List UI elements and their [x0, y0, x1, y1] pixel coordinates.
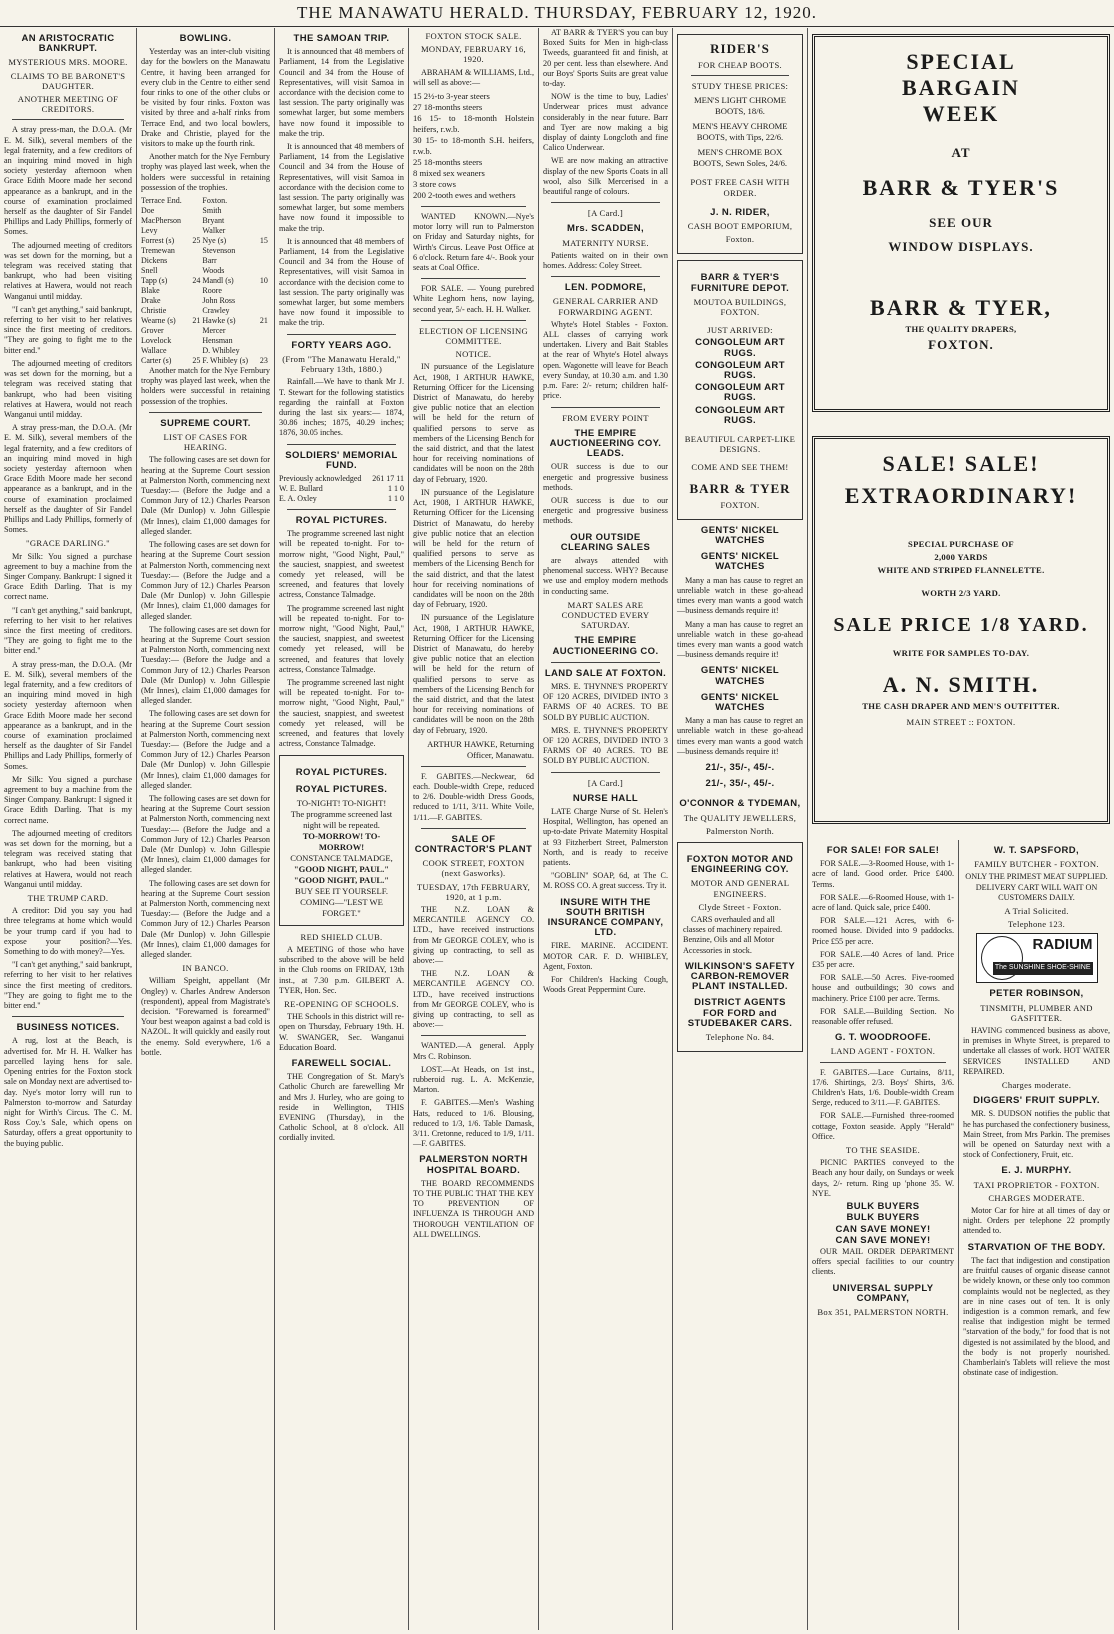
article-para: It is announced that 48 members of Parliament, 14 from the Legislative Council and 34 from the House of Representatives, will visit Samoa in accordance with the decision come to last session. The party originally was somewhat larger, but some members have now found it impossible to make the trip.	[279, 47, 404, 138]
sub-cases: LIST OF CASES FOR HEARING.	[163, 432, 248, 453]
table-row: Lovelock Hensman	[141, 336, 233, 346]
list-item: 30 15- to 18-month S.H. heifers, r.w.b.	[413, 135, 534, 157]
table-row: Wallace D. Whibley	[141, 346, 240, 356]
rider-ad: RIDER'S FOR CHEAP BOOTS. STUDY THESE PRICES: MEN'S LIGHT CHROME BOOTS, 18/6. MEN'S HEAVY CHROME BOOTS, with Tips, 22/6. MEN'S CHROME BOX BOOTS, Sewn Soles, 24/6. POST FREE CASH WITH ORDER. J. N. RIDER, CASH BOOT EMPORIUM, Foxton.	[677, 34, 803, 254]
article-para: It is announced that 48 members of Parliament, 14 from the Legislative Council and 34 from the House of Representatives, will visit Samoa in accordance with the decision come to last session. The party originally was somewhat larger, but some members have now found it impossible to make the trip.	[279, 142, 404, 233]
sub-grace-darling: "GRACE DARLING."	[26, 538, 110, 549]
headline-samoan: THE SAMOAN TRIP.	[293, 33, 390, 44]
table-row: Previously acknowledged 261 17 11	[279, 473, 404, 483]
divider	[287, 509, 396, 510]
table-row: Blake Roore	[141, 286, 222, 296]
article-para: THE Schools in this district will re-open on Thursday, February 19th. H. W. SWANGER, Sec. Wanganui Education Board.	[279, 1012, 404, 1052]
article-para: THE Congregation of St. Mary's Catholic Church are farewelling Mr and Mrs J. Hurley, who are going to reside in Wellington, THIS EVENING (Thursday), in the Catholic School, at 8 o'clock. All cordially invited.	[279, 1072, 404, 1143]
article-para: The programme screened last night will be repeated to-night. For to-morrow night, "Good Night, Paul," the sauciest, snappiest, and sweetest comedy yet released, will be screened, and features that lovely actress, Constance Talmadge.	[279, 677, 404, 749]
stock-date: MONDAY, FEBRUARY 16, 1920.	[420, 44, 526, 65]
article-para: It is announced that 48 members of Parliament, 14 from the Legislative Council and 34 from the House of Representatives, will visit Samoa in accordance with the decision come to last session. The party originally was somewhat larger, but some members have now found it impossible to make the trip.	[279, 236, 404, 328]
divider	[551, 662, 660, 663]
table-row: Tapp (s) 24 Mandl (s) 10	[141, 276, 268, 286]
column-1	[0, 28, 136, 1630]
headline-bankrupt: AN ARISTOCRATIC BANKRUPT.	[21, 33, 115, 55]
column-7: FOR SALE! FOR SALE! FOR SALE.—3-Roomed House, with 1-acre of land. Good order. Price £400. Terms. FOR SALE.—6-Roomed House, with 1-acre of land. Quick sale, price £400. FOR SALE.—121 Acres, with 6-roomed house. Divided into 9 paddocks. Price £55 per acre. FOR SALE.—40 Acres of land. Price £35 per acre. FOR SALE.—50 Acres. Five-roomed house and outbuildings; 30 cows and machinery. Price £100 per acre. Terms. FOR SALE.—Building Section. No reasonable offer refused. G. T. WOODROOFE. LAND AGENT - FOXTON. F. GABITES.—Lace Curtains, 8/11, 17/6. Shirtings, 2/3. Boys' Shirts, 3/6. Children's Hats, 1/6. Double-width Cream Serge, reduced to 3/11.—F. GABITES. FOR SALE.—Furnished three-roomed cottage, Foxton seaside. Apply "Herald" Office. TO THE SEASIDE. PICNIC PARTIES conveyed to the Beach any hour daily, on Sundays or week days, 2/- return. Ring up 'phone 35. W. NYE. BULK BUYERS BULK BUYERS CAN SAVE MONEY! CAN SAVE MONEY! OUR MAIL ORDER DEPARTMENT offers special facilities to our country clients. UNIVERSAL SUPPLY COMPANY, Box 351, PALMERSTON NORTH.	[812, 845, 954, 1317]
divider	[12, 119, 124, 120]
table-row: Drake John Ross	[141, 296, 236, 306]
headline-forty: FORTY YEARS AGO.	[291, 339, 392, 351]
headline-schools: RE-OPENING OF SCHOOLS.	[284, 999, 399, 1010]
table-row: W. E. Bullard 1 1 0	[279, 483, 404, 493]
election-head: ELECTION OF LICENSING COMMITTEE.	[419, 325, 528, 347]
pictures-ad: ROYAL PICTURES. ROYAL PICTURES. TO-NIGHT! TO-NIGHT! The programme screened last night will be repeated. TO-MORROW! TO-MORROW! CONSTANCE TALMADGE, "GOOD NIGHT, PAUL." "GOOD NIGHT, PAUL." BUY SEE IT YOURSELF. COMING—"LEST WE FORGET."	[279, 755, 404, 925]
table-row: Levy Walker	[141, 226, 226, 236]
masthead: THE MANAWATU HERALD. THURSDAY, FEBRUARY 12, 1920.	[0, 0, 1114, 27]
table-head: Terrace End.	[141, 196, 182, 206]
table-row: MacPherson Bryant	[141, 216, 225, 226]
article-para: The programme screened last night will be repeated to-night. For to-morrow night, "Good Night, Paul," the sauciest, snappiest, and sweetest comedy yet released, will be screened, and features that lovely actress, Constance Talmadge.	[279, 529, 404, 600]
column-8: W. T. SAPSFORD, FAMILY BUTCHER - FOXTON. ONLY THE PRIMEST MEAT SUPPLIED. DELIVERY CART WILL WAIT ON CUSTOMERS DAILY. A Trial Solicited. Telephone 123. RADIUM The SUNSHINE SHOE-SHINE PETER ROBINSON, TINSMITH, PLUMBER AND GASFITTER. HAVING commenced business as above, in premises in Whyte Street, is prepared to undertake all classes of work. HOT WATER SERVICES INSTALLED AND REPAIRED. Charges moderate. DIGGERS' FRUIT SUPPLY. MR. S. DUDSON notifies the public that he has purchased the confectionery business, Main Street, from Mrs Parkin. The premises will be opened on Saturday next with a stock of Confectionery, Fruit, etc. E. J. MURPHY. TAXI PROPRIETOR - FOXTON. CHARGES MODERATE. Motor Car for hire at all times of day or night. Orders per telephone 22 promptly attended to. STARVATION OF THE BODY. The fact that indigestion and constipation are fruitful causes of organic disease cannot be widely known, or these only too common complaints would not be neglected, as they are in nine cases out of ten. It is only indigestion is a common remark, and few realise that indigestion might be termed "starvation of the body," for food that is not digested is not assimilated by the blood, and the body is not properly nourished. Chamberlain's Tablets will relieve the most obstinate case of indigestion.	[963, 845, 1110, 1378]
article-para: "I can't get anything," said bankrupt, referring to her visit to her relatives since the first meeting of creditors. "They are going to fight me to the bitter end."	[4, 960, 132, 1011]
depot-ad: BARR & TYER'S FURNITURE DEPOT. MOUTOA BUILDINGS, FOXTON. JUST ARRIVED: CONGOLEUM ART RUGS. CONGOLEUM ART RUGS. CONGOLEUM ART RUGS. CONGOLEUM ART RUGS. BEAUTIFUL CARPET-LIKE DESIGNS. COME AND SEE THEM! BARR & TYER FOXTON.	[677, 260, 803, 519]
radium-logo: RADIUM The SUNSHINE SHOE-SHINE	[976, 933, 1098, 983]
table-row: Carter (s) 25 F. Whibley (s) 23	[141, 356, 268, 366]
notice-forsale: FOR SALE. — Young purebred White Leghorn hens, now laying, second year, 5/- each. H. H. Walker.	[413, 284, 534, 314]
notice-wanted: WANTED KNOWN.—Nye's motor lorry will run to Palmerston on Friday and Saturday nights, for Wirth's Circus. Leave Post Office at 6 o'clock. Return fare 4/-. Book your seats at Coal Office.	[413, 212, 534, 273]
article-para: Mr Silk: You signed a purchase agreement to buy a machine from the Singer Company. Bankrupt: I signed it Grace Edith Darling. That is my correct name.	[4, 774, 132, 825]
article-para: The adjourned meeting of creditors was set down for the morning, but a telegram was received stating that bankrupt, who had been visiting relatives at Hawera, would not reach Wanganui until midday.	[4, 358, 132, 419]
table-row: Doe Smith	[141, 206, 222, 216]
table-row: Wearne (s) 21 Hawke (s) 21	[141, 316, 268, 326]
column-4: FOXTON STOCK SALE. MONDAY, FEBRUARY 16, 1920. ABRAHAM & WILLIAMS, Ltd., will sell as above:— 15 2½-to 3-year steers 27 18-months steers 16 15- to 18-month Holstein heifers, r.w.b. 30 15- to 18-month S.H. heifers, r.w.b. 25 18-months steers 8 mixed sex weaners 3 store cows 200 2-tooth ewes and wethers WANTED KNOWN.—Nye's motor lorry will run to Palmerston on Friday and Saturday nights, for Wirth's Circus. Leave Post Office at 6 o'clock. Return fare 4/-. Book your seats at Coal Office. FOR SALE. — Young purebred White Leghorn hens, now laying, second year, 5/- each. H. H. Walker. ELECTION OF LICENSING COMMITTEE. NOTICE. IN pursuance of the Legislature Act, 1908, I ARTHUR HAWKE, Returning Officer for the Licensing District of Manawatu, do hereby give public notice that an election will be held for the return of qualified persons to serve as members of the Licensing Bench for the said district, and that the latest hour for receiving nominations of candidates will be noon on the 28th day of February, 1920. IN pursuance of the Legislature Act, 1908, I ARTHUR HAWKE, Returning Officer for the Licensing District of Manawatu, do hereby give public notice that an election will be held for the return of qualified persons to serve as members of the Licensing Bench for the said district, and that the latest hour for receiving nominations of candidates will be noon on the 28th day of February, 1920. IN pursuance of the Legislature Act, 1908, I ARTHUR HAWKE, Returning Officer for the Licensing District of Manawatu, do hereby give public notice that an election will be held for the return of qualified persons to serve as members of the Licensing Bench for the said district, and that the latest hour for receiving nominations of candidates will be noon on the 28th day of February, 1920. ARTHUR HAWKE, Returning Officer, Manawatu. F. GABITES.—Neckwear, 6d each. Double-width Crepe, reduced to 2/6. Double-width Dress Goods, reduced to 1/11, 3/11. White Voile, 1/11.—F. GABITES. SALE OF CONTRACTOR'S PLANT COOK STREET, FOXTON (next Gasworks). TUESDAY, 17th FEBRUARY, 1920, at 1 p.m. THE N.Z. LOAN & MERCANTILE AGENCY CO. LTD., have received instructions from Mr GEORGE COLEY, who is giving up contracting, to sell as above:— THE N.Z. LOAN & MERCANTILE AGENCY CO. LTD., have received instructions from Mr GEORGE COLEY, who is giving up contracting, to sell as above:— WANTED.—A general. Apply Mrs C. Robinson. LOST.—At Heads, on 1st inst., rubberoid rug. L. A. McKenzie, Marton. F. GABITES.—Men's Washing Hats, reduced to 1/6. Blousing, reduced to 1/3, 1/6. Table Damask, 3/11. Cretonne, reduced to 1/9, 1/11.—F. GABITES. PALMERSTON NORTH HOSPITAL BOARD. THE BOARD RECOMMENDS TO THE PUBLIC THAT THE KEY TO PREVENTION OF INFLUENZA IS THROUGH AND THOROUGH VENTILATION OF ALL DWELLINGS.	[413, 31, 534, 1239]
article-para: The following cases are set down for hearing at the Supreme Court session at Palmerston North, commencing next Tuesday:— (Before the Judge and a Common Jury of 12.) Charles Pearson Dale (Mr Dunlop) v. John Gillespie (Mr Innes), claim £1,000 damages for alleged slander.	[141, 878, 270, 960]
divider	[421, 1035, 526, 1036]
list-item: 8 mixed sex weaners	[413, 168, 485, 179]
list-item: 200 2-tooth ewes and wethers	[413, 190, 516, 201]
article-para: Rainfall.—We have to thank Mr J. T. Stewart for the following statistics regarding the rainfall at Foxton during the last six years:— 1874, 30.86 inches; 1875, 40.29 inches; 1876, 30.05 inches.	[279, 377, 404, 438]
headline-notices: BUSINESS NOTICES.	[16, 1022, 120, 1034]
article-para: Yesterday was an inter-club visiting day for the bowlers on the Manawatu Centre, it having been arranged for every club in the Centre to either send four rinks to one of the other clubs or be visited by four rinks. Foxton was visited by three and a-half rinks from Terrace End, and two local bowlers, Drake and Christie, played for the visitors to make up the fourth rink.	[141, 47, 270, 149]
article-para: A rug, lost at the Beach, is advertised for. Mr H. H. Walker has parcelled laying hens for sale. Opening entries for the Foxton stock sale on Monday next are advertised to-day. Nye's motor lorry will run to Palmerston to-morrow and Saturday night for Wirth's Circus. The C. M. Ross Coy.'s Sale, which opens on Saturday, offers a great opportunity to the buying public.	[4, 1036, 132, 1148]
article-para: William Speight, appellant (Mr Ongley) v. Charles Andrew Anderson (respondent), appeal from Magistrate's decision. "Forewarned is forearmed" Your best weapon against a bad cold is NAZOL. It will quickly and easily rout the enemy. Sold everywhere, 1/6 a bottle.	[141, 976, 270, 1057]
table-row: Tremewan Stevenson	[141, 246, 236, 256]
divider	[149, 412, 262, 413]
article-para: The adjourned meeting of creditors was set down for the morning, but a telegram was received stating that bankrupt, who had been visiting relatives at Hawera, would not reach Wanganui until midday.	[4, 828, 132, 889]
table-row: Dickens Barr	[141, 256, 217, 266]
divider	[421, 278, 526, 279]
bowling-table	[141, 196, 270, 366]
headline-farewell: FAREWELL SOCIAL.	[291, 1058, 392, 1070]
list-item: 3 store cows	[413, 179, 456, 190]
divider	[421, 766, 526, 767]
headline-fund: SOLDIERS' MEMORIAL FUND.	[285, 449, 398, 471]
headline-bowling: BOWLING.	[179, 33, 232, 44]
list-item: 15 2½-to 3-year steers	[413, 91, 490, 102]
article-para: The programme screened last night will be repeated to-night. For to-morrow night, "Good Night, Paul," the sauciest, snappiest, and sweetest comedy yet released, will be screened, and features that lovely actress, Constance Talmadge.	[279, 603, 404, 674]
sub-forty: (From "The Manawatu Herald," February 13th, 1880.)	[282, 353, 401, 375]
list-item: 25 18-months steers	[413, 157, 483, 168]
column-6: RIDER'S FOR CHEAP BOOTS. STUDY THESE PRICES: MEN'S LIGHT CHROME BOOTS, 18/6. MEN'S HEAVY CHROME BOOTS, with Tips, 22/6. MEN'S CHROME BOX BOOTS, Sewn Soles, 24/6. POST FREE CASH WITH ORDER. J. N. RIDER, CASH BOOT EMPORIUM, Foxton. BARR & TYER'S FURNITURE DEPOT. MOUTOA BUILDINGS, FOXTON. JUST ARRIVED: CONGOLEUM ART RUGS. CONGOLEUM ART RUGS. CONGOLEUM ART RUGS. CONGOLEUM ART RUGS. BEAUTIFUL CARPET-LIKE DESIGNS. COME AND SEE THEM! BARR & TYER FOXTON. GENTS' NICKEL WATCHES GENTS' NICKEL WATCHES Many a man has cause to regret an unreliable watch in these go-ahead times every man wants a good watch—business demands require it! Many a man has cause to regret an unreliable watch in these go-ahead times every man wants a good watch—business demands require it! GENTS' NICKEL WATCHES GENTS' NICKEL WATCHES Many a man has cause to regret an unreliable watch in these go-ahead times every man wants a good watch—business demands require it! 21/-, 35/-, 45/-. 21/-, 35/-, 45/-. O'CONNOR & TYDEMAN, The QUALITY JEWELLERS, Palmerston North. FOXTON MOTOR AND ENGINEERING COY. MOTOR AND GENERAL ENGINEERS. Clyde Street - Foxton. CARS overhauled and all classes of machinery repaired. Benzine, Oils and all Motor Accessories in stock. WILKINSON'S SAFETY CARBON-REMOVER PLANT INSTALLED. DISTRICT AGENTS FOR FORD and STUDEBAKER CARS. Telephone No. 84.	[673, 28, 807, 1630]
article-para: "I can't get anything," said bankrupt, referring to her visit to her relatives since the first meeting of creditors. "They are going to fight me to the bitter end."	[4, 304, 132, 355]
sub-trump-card: THE TRUMP CARD.	[27, 893, 109, 904]
contract-head: SALE OF CONTRACTOR'S PLANT	[414, 833, 533, 855]
article-para: The following cases are set down for hearing at the Supreme Court session at Palmerston North, commencing next Tuesday:— (Before the Judge and a Common Jury of 12.) Charles Pearson Dale (Mr Dunlop) v. John Gillespie (Mr Innes), claim £1,000 damages for alleged slander.	[141, 624, 270, 706]
sub-meeting: ANOTHER MEETING OF CREDITORS.	[17, 94, 119, 115]
headline-shield: RED SHIELD CLUB.	[300, 931, 383, 942]
divider	[287, 444, 396, 445]
headline-pictures: ROYAL PICTURES.	[295, 514, 388, 526]
sub-claims: CLAIMS TO BE BARONET'S DAUGHTER.	[10, 70, 126, 91]
article-para: The adjourned meeting of creditors was set down for the morning, but a telegram was received stating that bankrupt, who had been visiting relatives at Hawera, would not reach Wanganui until midday.	[4, 240, 132, 301]
table-row: Christie Crawley	[141, 306, 230, 316]
divider	[551, 202, 660, 203]
article-para: Mr Silk: You signed a purchase agreement to buy a machine from the Singer Company. Bankrupt: I signed it Grace Edith Darling. That is my correct name.	[4, 551, 132, 602]
table-row: Grover Mercer	[141, 326, 226, 336]
hosp-head: PALMERSTON NORTH HOSPITAL BOARD.	[419, 1154, 528, 1176]
divider	[421, 320, 526, 321]
article-para: The following cases are set down for hearing at the Supreme Court session at Palmerston North, commencing next Tuesday:— (Before the Judge and a Common Jury of 12.) Charles Pearson Dale (Mr Dunlop) v. John Gillespie (Mr Innes), claim £1,000 damages for alleged slander.	[141, 540, 270, 621]
stock-head: FOXTON STOCK SALE.	[425, 31, 522, 41]
divider	[551, 407, 660, 408]
article-para: The following cases are set down for hearing at the Supreme Court session at Palmerston North, commencing next Tuesday:— (Before the Judge and a Common Jury of 12.) Charles Pearson Dale (Mr Dunlop) v. John Gillespie (Mr Innes), claim £1,000 damages for alleged slander.	[141, 709, 270, 790]
sale-ad-area	[808, 430, 1114, 830]
article-para: Another match for the Nye Fernbury trophy was played last week, when the holders were successful in retaining possession of the trophies.	[141, 152, 270, 192]
motor-ad: FOXTON MOTOR AND ENGINEERING COY. MOTOR AND GENERAL ENGINEERS. Clyde Street - Foxton. CARS overhauled and all classes of machinery repaired. Benzine, Oils and all Motor Accessories in stock. WILKINSON'S SAFETY CARBON-REMOVER PLANT INSTALLED. DISTRICT AGENTS FOR FORD and STUDEBAKER CARS. Telephone No. 84.	[677, 842, 803, 1052]
headline-court: SUPREME COURT.	[160, 417, 251, 429]
list-item: 16 15- to 18-month Holstein heifers, r.w.b.	[413, 113, 534, 135]
divider	[287, 334, 396, 335]
sub-banco: IN BANCO.	[182, 963, 229, 974]
sub-mysterious: MYSTERIOUS MRS. MOORE.	[8, 57, 128, 68]
column-3	[275, 28, 408, 1630]
article-para: "I can't get anything," said bankrupt, referring to her visit to her relatives since the first meeting of creditors. "They are going to fight me to the bitter end."	[4, 605, 132, 656]
divider	[12, 1016, 124, 1017]
fund-table	[279, 474, 404, 504]
table-row: E. A. Oxley 1 1 0	[279, 493, 404, 503]
article-para: Another match for the Nye Fernbury trophy was played last week, when the holders were successful in retaining possession of the trophies.	[141, 366, 270, 406]
table-row: Snell Woods	[141, 266, 225, 276]
article-para: The following cases are set down for hearing at the Supreme Court session at Palmerston North, commencing next Tuesday:— (Before the Judge and a Common Jury of 12.) Charles Pearson Dale (Mr Dunlop) v. John Gillespie (Mr Innes), claim £1,000 damages for alleged slander.	[141, 455, 270, 536]
article-para: A MEETING of those who have subscribed to the above will be held in the Club rooms on FRIDAY, 13th inst., at 7.30 p.m. GILBERT A. TYER, Hon. Sec.	[279, 945, 404, 995]
article-para: A stray press-man, the D.O.A. (Mr E. M. Silk), several members of the legal fraternity, and a few creditors of an inquiring mind moved in high society yesterday afternoon when Grace Edith Moore made her second appearance as a bankrupt, and in the course of examination proclaimed herself as the daughter of Sir Fandel Phillips and Lady Phillips, formerly of Somes.	[4, 659, 132, 771]
article-para: A stray press-man, the D.O.A. (Mr E. M. Silk), several members of the legal fraternity, and a few creditors of an inquiring mind moved in high society yesterday afternoon when Grace Edith Moore made her second appearance as a bankrupt, and in the course of examination proclaimed herself as the daughter of Sir Fandel Phillips and Lady Phillips, formerly of Somes.	[4, 423, 132, 535]
table-head: Foxton.	[202, 196, 228, 206]
divider	[421, 828, 526, 829]
table-row: Forrest (s) 25 Nye (s) 15	[141, 236, 268, 246]
sale-ad: SALE! SALE! EXTRAORDINARY! SPECIAL PURCHASE OF 2,000 YARDS WHITE AND STRIPED FLANNELETTE. WORTH 2/3 YARD. SALE PRICE 1/8 YARD. WRITE FOR SAMPLES TO-DAY. A. N. SMITH. THE CASH DRAPER AND MEN'S OUTFITTER. MAIN STREET :: FOXTON.	[812, 436, 1110, 824]
divider	[421, 206, 526, 207]
bargain-ad: SPECIAL BARGAIN WEEK AT BARR & TYER'S SEE OUR WINDOW DISPLAYS. BARR & TYER, THE QUALITY DRAPERS, FOXTON.	[812, 34, 1110, 412]
article-para: A stray press-man, the D.O.A. (Mr E. M. Silk), several members of the legal fraternity, and a few creditors of an inquiring mind moved in high society yesterday afternoon when Grace Edith Moore made her second appearance as a bankrupt, and in the course of examination proclaimed herself as the daughter of Sir Fandel Phillips and Lady Phillips, formerly of Somes.	[4, 125, 132, 237]
column-5: AT BARR & TYER'S you can buy Boxed Suits for Men in high-class Tweeds, guaranteed fit and finish, at 20 per cent. less than elsewhere. And our Boys' Sports Suits are great value to-day. NOW is the time to buy, Ladies' Underwear prices must advance considerably in the near future. Barr and Tyer are now making a big display of dainty Longcloth and fine Calico Underwear. WE are now making an attractive display of the new Sports Coats in all wool, also Silk Mercerised in a beautiful range of colours. [A Card.] Mrs. SCADDEN, MATERNITY NURSE. Patients waited on in their own homes. Address: Coley Street. LEN. PODMORE, GENERAL CARRIER AND FORWARDING AGENT. Whyte's Hotel Stables - Foxton. ALL classes of carrying work undertaken. Livery and Bait Stables at the rear of Whyte's Hotel always open. Wagonette will leave for Beach every Sunday, at 10.30 a.m. and 1.30 p.m. Fare: 2/- return; children half-price. FROM EVERY POINT THE EMPIRE AUCTIONEERING COY. LEADS. OUR success is due to our energetic and progressive business methods. OUR success is due to our energetic and progressive business methods. OUR OUTSIDE CLEARING SALES are always attended with phenomenal success. WHY? Because we use and employ modern methods in conducting same. MART SALES ARE CONDUCTED EVERY SATURDAY. THE EMPIRE AUCTIONEERING CO. LAND SALE AT FOXTON. MRS. E. THYNNE'S PROPERTY OF 120 ACRES, DIVIDED INTO 3 FARMS OF 40 ACRES. TO BE SOLD BY PUBLIC AUCTION. MRS. E. THYNNE'S PROPERTY OF 120 ACRES, DIVIDED INTO 3 FARMS OF 40 ACRES. TO BE SOLD BY PUBLIC AUCTION. [A Card.] NURSE HALL LATE Charge Nurse of St. Helen's Hospital, Wellington, has opened an up-to-date Private Maternity Hospital at 93 Fitzherbert Street, Palmerston North, and is ready to receive patients. "GOBLIN" SOAP, 6d, at The C. M. ROSS CO. A great success. Try it. INSURE WITH THE SOUTH BRITISH INSURANCE COMPANY, LTD. FIRE. MARINE. ACCIDENT. MOTOR CAR. F. D. WHIBLEY, Agent, Foxton. For Children's Hacking Cough, Woods Great Peppermint Cure.	[543, 28, 668, 995]
column-2	[137, 28, 274, 1630]
divider	[551, 276, 660, 277]
article-para: The following cases are set down for hearing at the Supreme Court session at Palmerston North, commencing next Tuesday:— (Before the Judge and a Common Jury of 12.) Charles Pearson Dale (Mr Dunlop) v. John Gillespie (Mr Innes), claim £1,000 damages for alleged slander.	[141, 793, 270, 875]
list-item: 27 18-months steers	[413, 102, 483, 113]
divider	[551, 772, 660, 773]
article-para: A creditor: Did you say you had three telegrams at home which would be your trump card if you had to expose your position?—Yes. Something to do with money?—Yes.	[4, 906, 132, 957]
bargain-ad-area	[808, 28, 1114, 428]
